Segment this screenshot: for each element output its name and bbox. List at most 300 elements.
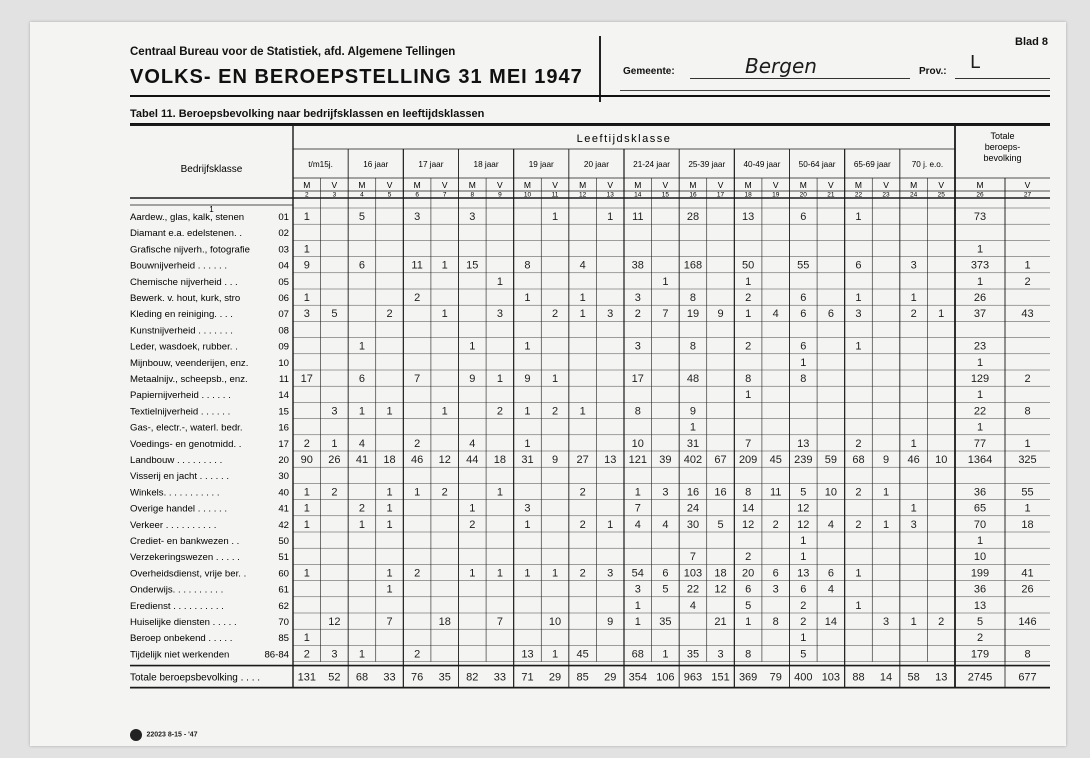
data-cell: 2 (745, 551, 752, 564)
data-cell: 2 (1024, 373, 1031, 385)
data-cell: 7 (496, 616, 503, 628)
data-cell: 1 (910, 292, 917, 304)
data-cell: 1 (607, 211, 614, 223)
data-cell: 1 (745, 308, 752, 321)
data-cell: 8 (689, 340, 697, 353)
data-cell: 2 (414, 292, 421, 304)
data-cell: 1 (1024, 502, 1031, 515)
data-cell: 1 (662, 648, 669, 661)
data-cell: 9 (303, 259, 310, 272)
data-cell: 1 (689, 421, 697, 434)
data-cell: 65 (973, 502, 987, 515)
data-cell: 38 (631, 259, 644, 272)
data-cell: 22 (973, 405, 987, 418)
data-cell: 1 (634, 599, 641, 612)
census-form-sheet (30, 22, 1066, 746)
data-cell: 13 (973, 599, 987, 612)
data-cell: 2 (579, 486, 586, 499)
data-cell: 8 (524, 259, 531, 272)
row-label: Textielnijverheid . . . . . . (130, 406, 231, 418)
data-cell: 1 (855, 599, 862, 612)
column-number: 5 (387, 191, 392, 199)
age-group-label: 17 jaar (418, 160, 444, 169)
data-cell: 3 (607, 567, 614, 580)
column-number: 2 (304, 191, 309, 199)
row-label: Tijdelijk niet werkenden (130, 649, 230, 661)
data-cell: 10 (631, 437, 644, 450)
data-cell: 1 (524, 437, 531, 450)
data-cell: 1 (551, 373, 559, 385)
column-number: 14 (634, 191, 642, 199)
data-cell: 2 (1024, 275, 1031, 288)
data-cell: 1 (551, 567, 559, 580)
column-number: 4 (360, 191, 364, 199)
data-cell: 1 (469, 502, 476, 515)
data-cell: 121 (628, 454, 647, 466)
data-cell: 1 (938, 308, 945, 321)
data-cell: 10 (935, 454, 948, 466)
province-label: Prov.: (919, 66, 947, 77)
data-cell: 1 (976, 275, 984, 288)
total-cell: 71 (521, 671, 534, 684)
data-cell: 1 (910, 502, 917, 515)
sex-label: V (497, 180, 503, 190)
data-cell: 1 (634, 616, 641, 628)
data-cell: 6 (827, 567, 834, 580)
data-cell: 3 (607, 308, 614, 321)
data-cell: 44 (466, 454, 479, 466)
data-cell: 2 (551, 308, 559, 321)
data-cell: 2 (386, 308, 393, 321)
data-cell: 2 (303, 437, 310, 450)
data-cell: 1 (976, 389, 984, 402)
row-code: 85 (278, 633, 289, 645)
data-cell: 2 (938, 616, 945, 628)
data-cell: 2 (855, 518, 862, 531)
data-cell: 7 (745, 437, 752, 450)
organization-line: Centraal Bureau voor de Statistiek, afd. Algemene Tellingen (130, 46, 456, 58)
data-cell: 4 (772, 308, 779, 321)
data-cell: 35 (659, 616, 672, 628)
data-cell: 8 (1024, 405, 1031, 418)
data-cell: 7 (414, 373, 421, 385)
data-cell: 11 (411, 259, 423, 272)
data-cell: 2 (414, 437, 421, 450)
data-cell: 1 (358, 518, 366, 531)
age-group-label: 65-69 jaar (853, 160, 891, 169)
data-cell: 4 (689, 599, 697, 612)
row-label: Beroep onbekend . . . . . (130, 633, 233, 645)
data-cell: 12 (438, 454, 451, 466)
data-cell: 3 (496, 308, 503, 321)
total-cell: 13 (935, 671, 948, 684)
data-cell: 1 (800, 356, 807, 369)
data-cell: 10 (824, 486, 837, 499)
data-cell: 2 (976, 632, 984, 645)
row-code: 60 (278, 568, 289, 580)
data-cell: 6 (745, 583, 752, 596)
column-number: 6 (415, 191, 419, 199)
data-cell: 6 (662, 567, 669, 580)
data-cell: 35 (686, 648, 700, 661)
data-cell: 3 (855, 308, 862, 321)
data-cell: 22 (686, 583, 700, 596)
printer-mark (130, 726, 198, 744)
data-cell: 16 (714, 486, 727, 499)
row-code: 08 (278, 325, 289, 337)
data-cell: 2 (745, 340, 752, 353)
data-cell: 1 (441, 405, 448, 418)
data-cell: 1 (976, 535, 984, 547)
data-cell: 1 (745, 389, 752, 402)
total-cell: 79 (769, 671, 782, 684)
data-cell: 2 (303, 648, 310, 661)
row-code: 61 (278, 584, 289, 596)
column-number: 24 (910, 191, 918, 199)
data-cell: 239 (794, 454, 813, 466)
data-cell: 129 (970, 373, 990, 385)
column-number: 11 (551, 191, 559, 199)
row-label: Papiernijverheid . . . . . . (130, 390, 231, 402)
data-cell: 2 (358, 502, 366, 515)
data-cell: 2 (551, 405, 559, 418)
row-header: Bedrijfsklasse (180, 164, 243, 175)
data-cell: 9 (551, 454, 559, 466)
data-cell: 1 (358, 405, 366, 418)
data-cell: 46 (907, 454, 920, 466)
age-group-label: 18 jaar (473, 160, 499, 169)
data-cell: 1 (882, 486, 890, 499)
data-cell: 9 (469, 373, 476, 385)
data-cell: 8 (634, 405, 641, 418)
data-cell: 8 (772, 616, 779, 628)
data-cell: 1 (303, 632, 310, 645)
data-cell: 1 (414, 486, 421, 499)
data-cell: 5 (717, 518, 724, 531)
data-cell: 31 (686, 437, 700, 450)
data-cell: 36 (973, 486, 987, 499)
data-cell: 4 (827, 518, 834, 531)
data-cell: 1 (800, 535, 807, 547)
column-number: 10 (523, 191, 532, 199)
data-cell: 1 (976, 421, 984, 434)
row-label: Kleding en reiniging. . . . (130, 309, 233, 321)
data-cell: 1 (303, 243, 310, 256)
data-cell: 2 (331, 486, 338, 499)
row-label: Landbouw . . . . . . . . . (130, 455, 223, 466)
sex-label: M (303, 180, 311, 190)
data-cell: 1 (855, 292, 862, 304)
data-cell: 4 (469, 437, 476, 450)
data-cell: 15 (466, 259, 479, 272)
sex-label: M (854, 180, 863, 190)
data-cell: 1 (303, 292, 310, 304)
sex-label: V (441, 180, 448, 190)
row-label: Aardew., glas, kalk, stenen (130, 212, 245, 223)
row-code: 42 (278, 519, 289, 531)
total-cell: 677 (1018, 671, 1037, 684)
total-header-line: bevolking (983, 153, 1022, 163)
sex-label: V (938, 180, 945, 190)
province-value: L (970, 52, 981, 73)
column-number: 27 (1023, 191, 1032, 199)
data-cell: 4 (579, 259, 586, 272)
total-cell: 76 (411, 671, 424, 684)
data-cell: 5 (800, 648, 807, 661)
data-cell: 5 (358, 211, 366, 223)
data-cell: 6 (800, 583, 807, 596)
data-cell: 168 (683, 259, 703, 272)
data-cell: 20 (742, 567, 755, 580)
data-cell: 17 (631, 373, 644, 385)
data-cell: 1 (634, 486, 641, 499)
data-cell: 1 (910, 437, 917, 450)
data-cell: 1364 (967, 454, 993, 466)
data-cell: 1 (386, 583, 393, 596)
total-cell: 963 (683, 671, 703, 684)
data-cell: 55 (797, 259, 810, 272)
data-cell: 1 (469, 567, 476, 580)
data-cell: 1 (303, 486, 310, 499)
data-cell: 325 (1018, 454, 1037, 466)
age-group-label: 20 jaar (583, 160, 609, 169)
data-cell: 1 (358, 340, 366, 353)
data-cell: 179 (970, 648, 990, 661)
sex-label: M (579, 180, 587, 190)
table-title: Tabel 11. Beroepsbevolking naar bedrijfsklassen en leeftijdsklassen (130, 108, 485, 120)
data-cell: 18 (714, 567, 727, 580)
data-cell: 8 (800, 373, 807, 385)
data-cell: 21 (714, 616, 727, 628)
row-code: 10 (278, 357, 289, 369)
data-cell: 12 (797, 518, 810, 531)
data-cell: 1 (662, 275, 669, 288)
data-cell: 45 (576, 648, 589, 661)
data-cell: 1 (882, 518, 890, 531)
data-cell: 2 (441, 486, 448, 499)
data-cell: 1 (331, 437, 338, 450)
data-cell: 12 (797, 502, 810, 515)
sex-label: M (744, 180, 752, 190)
column-number: 8 (470, 191, 475, 199)
data-cell: 4 (358, 437, 366, 450)
data-cell: 31 (521, 454, 534, 466)
data-cell: 1 (745, 275, 752, 288)
total-cell: 131 (297, 671, 316, 684)
data-cell: 3 (331, 648, 338, 661)
data-cell: 1 (976, 356, 984, 369)
data-cell: 1 (1024, 259, 1031, 272)
sex-label: V (883, 180, 889, 190)
row-label: Bewerk. v. hout, kurk, stro (130, 293, 241, 304)
data-cell: 13 (797, 567, 810, 580)
data-cell: 14 (742, 502, 755, 515)
data-cell: 26 (973, 292, 987, 304)
data-cell: 41 (355, 454, 369, 466)
data-cell: 3 (331, 405, 338, 418)
data-cell: 73 (973, 211, 987, 223)
data-cell: 2 (800, 616, 807, 628)
data-cell: 90 (300, 454, 313, 466)
data-cell: 1 (800, 551, 807, 564)
data-cell: 1 (496, 486, 503, 499)
column-number: 18 (744, 191, 752, 199)
data-cell: 1 (386, 405, 393, 418)
sex-label: M (634, 180, 642, 190)
data-cell: 1 (976, 243, 984, 256)
data-cell: 9 (717, 308, 724, 321)
row-label: Diamant e.a. edelstenen. . (130, 228, 242, 240)
data-cell: 13 (604, 454, 617, 466)
data-cell: 1 (910, 616, 917, 628)
row-label: Verkeer . . . . . . . . . . (130, 519, 217, 531)
data-cell: 1 (386, 502, 393, 515)
data-cell: 3 (469, 211, 476, 223)
data-cell: 13 (797, 437, 810, 450)
column-number: 23 (882, 191, 890, 199)
data-cell: 5 (331, 308, 338, 321)
data-cell: 45 (769, 454, 782, 466)
data-cell: 11 (769, 486, 782, 499)
data-cell: 1 (524, 340, 531, 353)
total-header-line: beroeps- (984, 142, 1021, 152)
data-cell: 2 (855, 437, 862, 450)
data-cell: 59 (824, 454, 837, 466)
age-group-label: 25-39 jaar (688, 160, 726, 169)
row-label: Crediet- en bankwezen . . (130, 536, 240, 547)
data-cell: 13 (521, 648, 534, 661)
data-cell: 43 (1021, 308, 1034, 321)
row-code: 05 (278, 276, 289, 288)
data-cell: 146 (1018, 616, 1037, 628)
data-cell: 9 (689, 405, 697, 418)
data-cell: 77 (973, 437, 987, 450)
row-header-number: 1 (209, 205, 214, 214)
data-cell: 9 (882, 454, 890, 466)
data-cell: 1 (524, 518, 531, 531)
data-cell: 23 (973, 340, 987, 353)
row-code: 06 (278, 293, 289, 304)
data-cell: 1 (303, 567, 310, 580)
total-cell: 354 (628, 671, 647, 684)
sex-label: V (331, 180, 338, 190)
row-label: Grafische nijverh., fotografie (130, 244, 250, 256)
total-cell: 85 (576, 671, 589, 684)
data-cell: 8 (1024, 648, 1031, 661)
data-cell: 3 (910, 259, 917, 272)
row-code: 03 (278, 244, 289, 256)
data-cell: 8 (745, 486, 752, 499)
data-cell: 41 (1021, 567, 1034, 580)
sex-label: V (552, 180, 558, 190)
data-cell: 1 (1024, 437, 1031, 450)
data-cell: 1 (607, 518, 614, 531)
total-cell: 33 (493, 671, 506, 684)
row-code: 01 (278, 212, 289, 223)
total-cell: 33 (383, 671, 396, 684)
column-number: 26 (976, 191, 984, 199)
sex-label: V (386, 180, 393, 190)
data-cell: 18 (438, 616, 451, 628)
row-label: Verzekeringswezen . . . . . (130, 552, 240, 564)
data-cell: 11 (632, 211, 644, 223)
data-cell: 5 (745, 599, 752, 612)
row-label: Bouwnijverheid . . . . . . (130, 260, 228, 272)
column-number: 9 (498, 191, 502, 199)
age-group-label: 50-64 jaar (798, 160, 836, 169)
data-cell: 7 (689, 551, 697, 564)
data-cell: 26 (1021, 583, 1034, 596)
column-number: 22 (854, 191, 863, 199)
row-code: 04 (278, 260, 289, 272)
data-cell: 9 (607, 616, 614, 628)
data-cell: 2 (772, 518, 779, 531)
row-code: 09 (278, 341, 289, 353)
row-code: 15 (278, 406, 289, 418)
data-cell: 1 (496, 567, 503, 580)
total-cell: 88 (852, 671, 865, 684)
data-cell: 46 (411, 454, 424, 466)
data-cell: 12 (742, 518, 755, 531)
data-cell: 7 (634, 502, 641, 515)
data-cell: 13 (742, 211, 755, 223)
row-code: 30 (278, 471, 289, 483)
sex-label: V (717, 180, 724, 190)
data-cell: 6 (800, 292, 807, 304)
data-cell: 7 (386, 616, 393, 628)
row-label: Kunstnijverheid . . . . . . . (130, 325, 233, 337)
total-header-line: Totale (990, 131, 1015, 141)
data-cell: 30 (686, 518, 700, 531)
sex-label: V (828, 180, 834, 190)
data-cell: 1 (745, 616, 752, 628)
data-cell: 2 (634, 308, 641, 321)
row-label: Voedings- en genotmidd. . (130, 438, 242, 450)
row-code: 17 (278, 438, 289, 450)
total-cell: 29 (548, 671, 562, 684)
row-code: 11 (279, 374, 289, 385)
sex-label: M (358, 180, 366, 190)
total-cell: 14 (879, 671, 893, 684)
data-cell: 68 (631, 648, 644, 661)
row-code: 62 (278, 600, 289, 612)
row-code: 51 (278, 552, 289, 564)
data-cell: 10 (548, 616, 562, 628)
total-cell: 369 (738, 671, 758, 684)
data-cell: 3 (414, 211, 421, 223)
total-cell: 29 (604, 671, 617, 684)
data-cell: 18 (1021, 518, 1034, 531)
data-cell: 373 (970, 259, 990, 272)
sex-label: V (607, 180, 614, 190)
total-cell: 103 (821, 671, 841, 684)
row-code: 50 (278, 536, 289, 547)
total-cell: 82 (466, 671, 479, 684)
data-cell: 3 (303, 308, 310, 321)
row-label: Visserij en jacht . . . . . . (130, 471, 229, 483)
data-cell: 18 (383, 454, 396, 466)
sex-label: M (523, 180, 532, 190)
row-label: Gas-, electr.-, waterl. bedr. (130, 422, 243, 434)
data-cell: 1 (524, 567, 531, 580)
data-cell: 1 (441, 259, 448, 272)
data-cell: 2 (579, 567, 586, 580)
data-cell: 1 (386, 567, 393, 580)
data-cell: 55 (1021, 486, 1034, 499)
data-cell: 1 (551, 211, 559, 223)
row-code: 70 (278, 617, 289, 628)
data-cell: 19 (686, 308, 700, 321)
